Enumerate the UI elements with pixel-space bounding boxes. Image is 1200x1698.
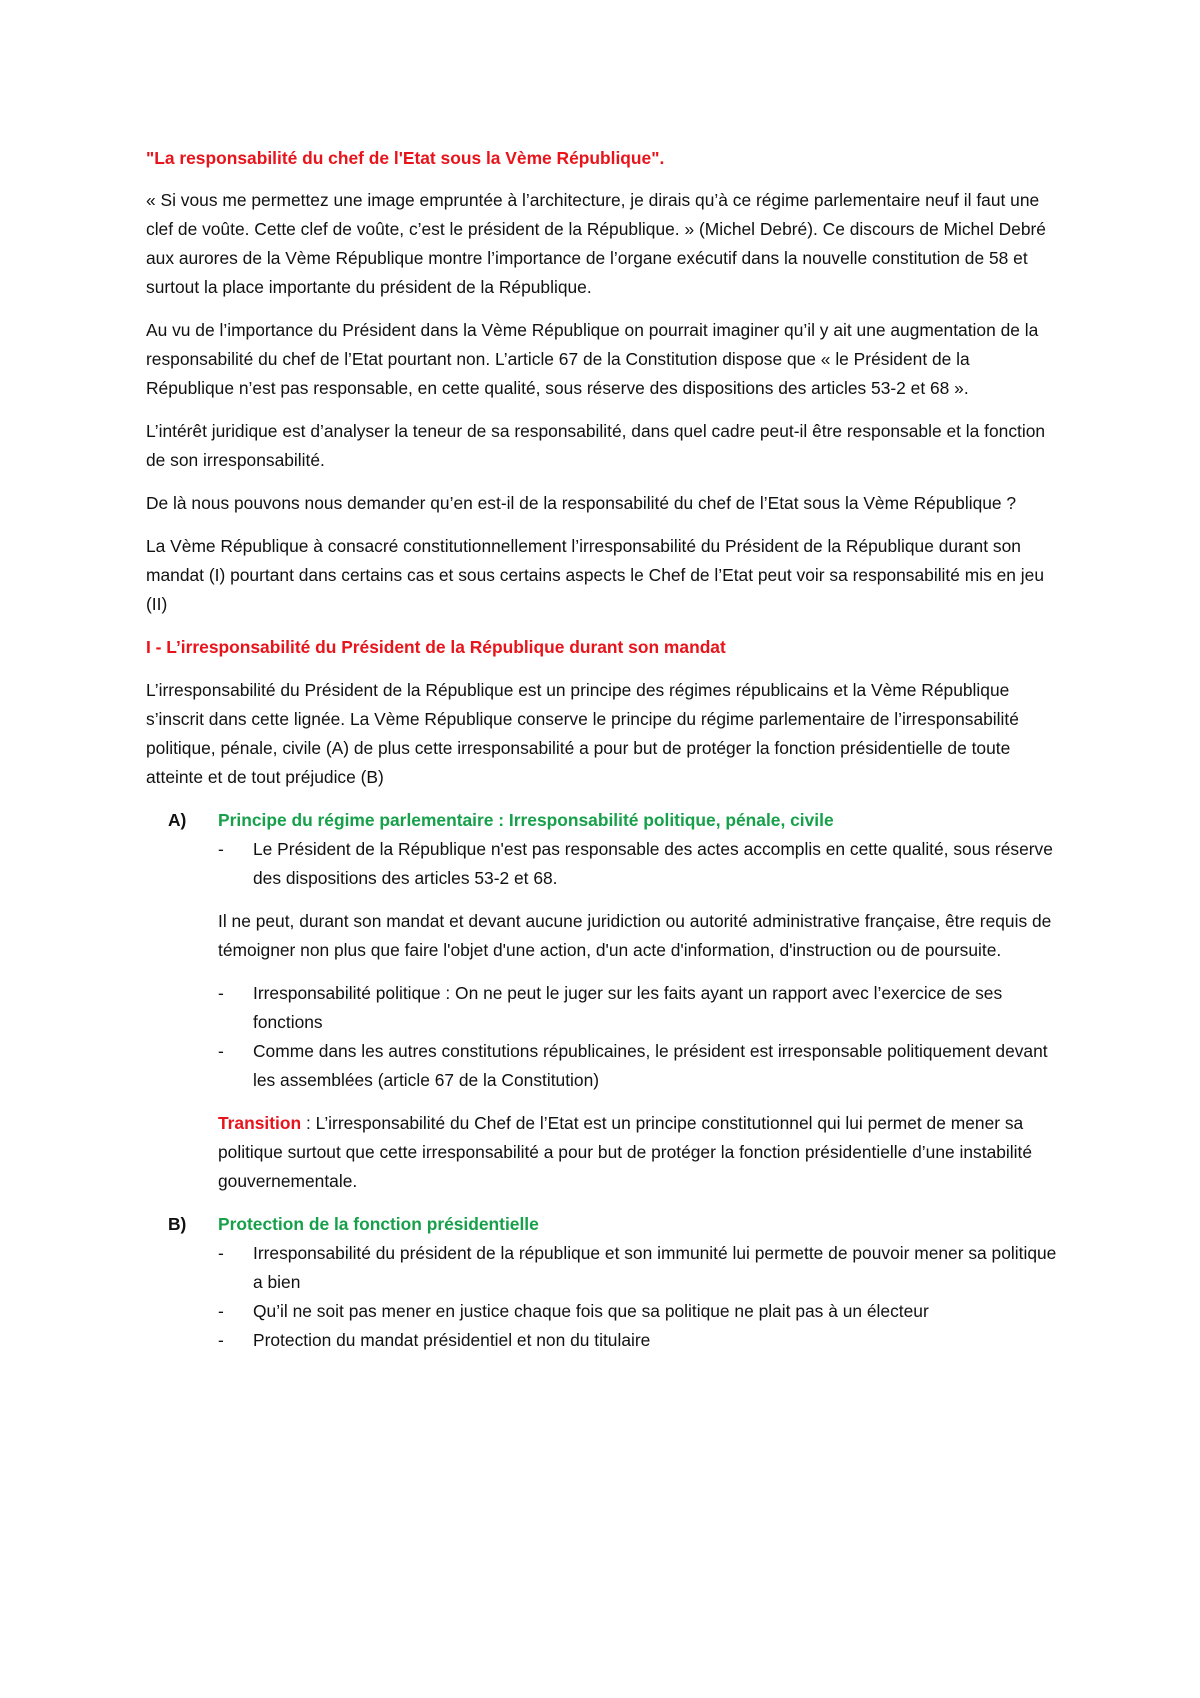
bullet-dash: - [218, 1301, 224, 1321]
list-item-text: Irresponsabilité du président de la république et son immunité lui permette de pouvoir mener sa politique a bien [253, 1243, 1057, 1292]
part-a-bullets-1 [146, 835, 1061, 893]
list-item [146, 1037, 1061, 1095]
document-title: "La responsabilité du chef de l'Etat sous la Vème République". [146, 148, 665, 168]
part-a-title: Principe du régime parlementaire : Irresponsabilité politique, pénale, civile [218, 810, 834, 830]
list-item [146, 1326, 1061, 1355]
section-1-heading: I - L’irresponsabilité du Président de la République durant son mandat [146, 637, 726, 657]
document-body [146, 144, 1061, 1369]
intro-paragraph-4: De là nous pouvons nous demander qu’en est-il de la responsabilité du chef de l’Etat sous la Vème République ? [146, 493, 1017, 513]
list-item [146, 1239, 1061, 1297]
transition-text: : L’irresponsabilité du Chef de l’Etat est un principe constitutionnel qui lui permet de mener sa politique surtout que cette irresponsabilité a pour but de protéger la fonction présidentielle d’une instabilité gouvernementale. [218, 1113, 1033, 1191]
intro-paragraph-2: Au vu de l’importance du Président dans la Vème République on pourrait imaginer qu’il y ait une augmentation de la responsabilité du chef de l’Etat pourtant non. L’article 67 de la Constitution dispose que « le Président de la République n’est pas responsable, en cette qualité, sous réserve des dispositions des articles 53-2 et 68 ». [146, 320, 1039, 398]
list-item [146, 1297, 1061, 1326]
part-a-paragraph: Il ne peut, durant son mandat et devant aucune juridiction ou autorité administrative française, être requis de témoigner non plus que faire l'objet d'une action, d'un acte d'information, d'instruction ou de poursuite. [218, 911, 1052, 960]
list-item-text: Le Président de la République n'est pas responsable des actes accomplis en cette qualité, sous réserve des dispositions des articles 53-2 et 68. [253, 839, 1053, 888]
part-b-title: Protection de la fonction présidentielle [218, 1214, 539, 1234]
part-a-heading [146, 806, 1061, 835]
section-1-intro: L’irresponsabilité du Président de la République est un principe des régimes républicains et la Vème République s’inscrit dans cette lignée. La Vème République conserve le principe du régime parlementaire de l’irresponsabilité politique, pénale, civile (A) de plus cette irresponsabilité a pour but de protéger la fonction présidentielle de toute atteinte et de tout préjudice (B) [146, 680, 1019, 787]
part-a-bullets-2 [146, 979, 1061, 1095]
bullet-dash: - [218, 1041, 224, 1061]
intro-paragraph-1: « Si vous me permettez une image empruntée à l’architecture, je dirais qu’à ce régime parlementaire neuf il faut une clef de voûte. Cette clef de voûte, c’est le président de la République. » (Michel Debré). Ce discours de Michel Debré aux aurores de la Vème République montre l’importance de l’organe exécutif dans la nouvelle constitution de 58 et surtout la place importante du président de la République. [146, 190, 1046, 297]
list-item-text: Protection du mandat présidentiel et non du titulaire [253, 1330, 651, 1350]
transition-label: Transition [218, 1113, 302, 1133]
intro-paragraph-3: L’intérêt juridique est d’analyser la teneur de sa responsabilité, dans quel cadre peut-il être responsable et la fonction de son irresponsabilité. [146, 421, 1046, 470]
list-item [146, 835, 1061, 893]
list-item [146, 979, 1061, 1037]
transition-paragraph [146, 1109, 1061, 1196]
bullet-dash: - [218, 1243, 224, 1263]
list-item-text: Irresponsabilité politique : On ne peut le juger sur les faits ayant un rapport avec l’exercice de ses fonctions [253, 983, 1003, 1032]
bullet-dash: - [218, 1330, 224, 1350]
bullet-dash: - [218, 983, 224, 1003]
bullet-dash: - [218, 839, 224, 859]
intro-paragraph-5: La Vème République à consacré constitutionnellement l’irresponsabilité du Président de la République durant son mandat (I) pourtant dans certains cas et sous certains aspects le Chef de l’Etat peut voir sa responsabilité mis en jeu (II) [146, 536, 1045, 614]
part-b-bullets [146, 1239, 1061, 1355]
list-item-text: Qu’il ne soit pas mener en justice chaque fois que sa politique ne plait pas à un électeur [253, 1301, 929, 1321]
list-item-text: Comme dans les autres constitutions républicaines, le président est irresponsable politiquement devant les assemblées (article 67 de la Constitution) [253, 1041, 1048, 1090]
part-b-heading [146, 1210, 1061, 1239]
part-b-letter: B) [168, 1214, 187, 1234]
part-a-letter: A) [168, 810, 187, 830]
